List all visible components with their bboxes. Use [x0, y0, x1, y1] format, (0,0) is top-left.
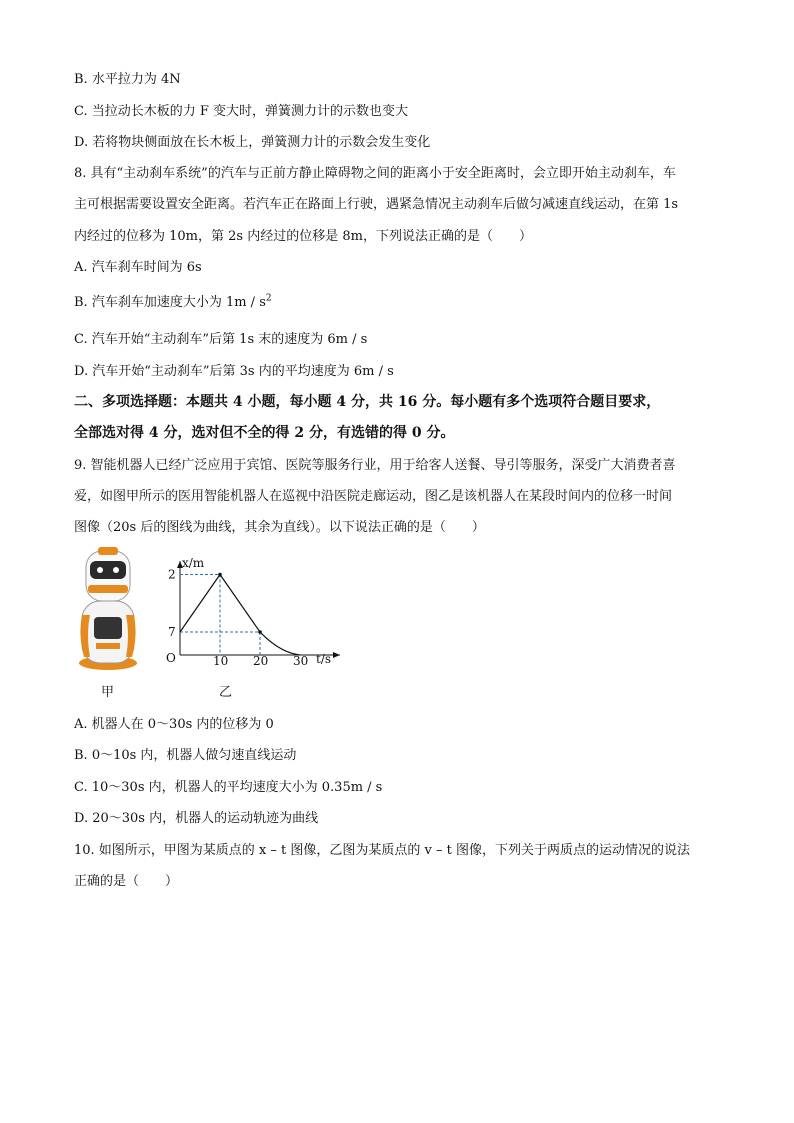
x-tick-10: 10	[213, 654, 229, 668]
x-tick-30: 30	[293, 654, 309, 668]
segment-10-20	[220, 575, 260, 633]
q7-option-c: C. 当拉动长木板的力 F 变大时，弹簧测力计的示数也变大	[74, 104, 409, 119]
section2-heading-line-1: 二、多项选择题：本题共 4 小题，每小题 4 分，共 16 分。每小题有多个选项符合题目要求，	[74, 394, 661, 410]
q10-stem-line-2: 正确的是（ ）	[74, 874, 179, 889]
caption-jia: 甲	[101, 685, 115, 700]
curve-20-30	[260, 632, 300, 655]
y-axis-label: x/m	[182, 556, 205, 570]
q8-option-a: A. 汽车刹车时间为 6s	[74, 260, 202, 275]
x-axis-label: t/s	[316, 652, 332, 666]
robot-image	[76, 545, 140, 671]
q9-stem-line-1: 9. 智能机器人已经广泛应用于宾馆、医院等服务行业，用于给客人送餐、导引等服务，深受广大消费者喜	[74, 458, 676, 473]
xt-graph	[160, 555, 350, 670]
q8-option-b-text: B. 汽车刹车加速度大小为 1m / s	[74, 295, 266, 310]
point-peak	[218, 573, 222, 577]
q7-option-d: D. 若将物块侧面放在长木板上，弹簧测力计的示数会发生变化	[74, 135, 431, 150]
q8-stem-line-1: 8. 具有“主动刹车系统”的汽车与正前方静止障碍物之间的距离小于安全距离时，会立即开始主动刹车，车	[74, 166, 676, 181]
point-20s	[258, 630, 262, 634]
q9-option-a: A. 机器人在 0～30s 内的位移为 0	[74, 717, 274, 732]
x-axis-arrow	[333, 652, 340, 658]
q9-option-c: C. 10～30s 内，机器人的平均速度大小为 0.35m / s	[74, 780, 383, 795]
q7-option-b: B. 水平拉力为 4N	[74, 72, 181, 87]
caption-yi: 乙	[219, 685, 233, 700]
q9-option-b: B. 0～10s 内，机器人做匀速直线运动	[74, 748, 297, 763]
y-tick-7: 7	[168, 625, 176, 639]
q9-option-d: D. 20～30s 内，机器人的运动轨迹为曲线	[74, 811, 319, 826]
segment-0-10	[180, 575, 220, 633]
section2-heading-line-2: 全部选对得 4 分，选对但不全的得 2 分，有选错的得 0 分。	[74, 425, 455, 441]
q8-option-b-sup: 2	[265, 293, 272, 304]
q8-option-d: D. 汽车开始“主动刹车”后第 3s 内的平均速度为 6m / s	[74, 364, 394, 379]
q10-stem-line-1: 10. 如图所示，甲图为某质点的 x – t 图像，乙图为某质点的 v – t 图像，下列关于两质点的运动情况的说法	[74, 843, 690, 858]
q8-stem-line-3: 内经过的位移为 10m，第 2s 内经过的位移是 8m，下列说法正确的是（ ）	[74, 229, 532, 244]
q9-stem-line-3: 图像（20s 后的图线为曲线，其余为直线）。以下说法正确的是（ ）	[74, 520, 485, 535]
q9-stem-line-2: 爱，如图甲所示的医用智能机器人在巡视中沿医院走廊运动，图乙是该机器人在某段时间内的位移一时间	[74, 489, 673, 504]
origin-label: O	[166, 651, 176, 665]
q8-option-b	[74, 291, 272, 310]
q8-option-c: C. 汽车开始“主动刹车”后第 1s 末的速度为 6m / s	[74, 332, 368, 347]
x-tick-20: 20	[253, 654, 269, 668]
q8-stem-line-2: 主可根据需要设置安全距离。若汽车正在路面上行驶，遇紧急情况主动刹车后做匀减速直线运动，在第 1s	[74, 197, 679, 212]
y-tick-2: 2	[168, 567, 176, 582]
